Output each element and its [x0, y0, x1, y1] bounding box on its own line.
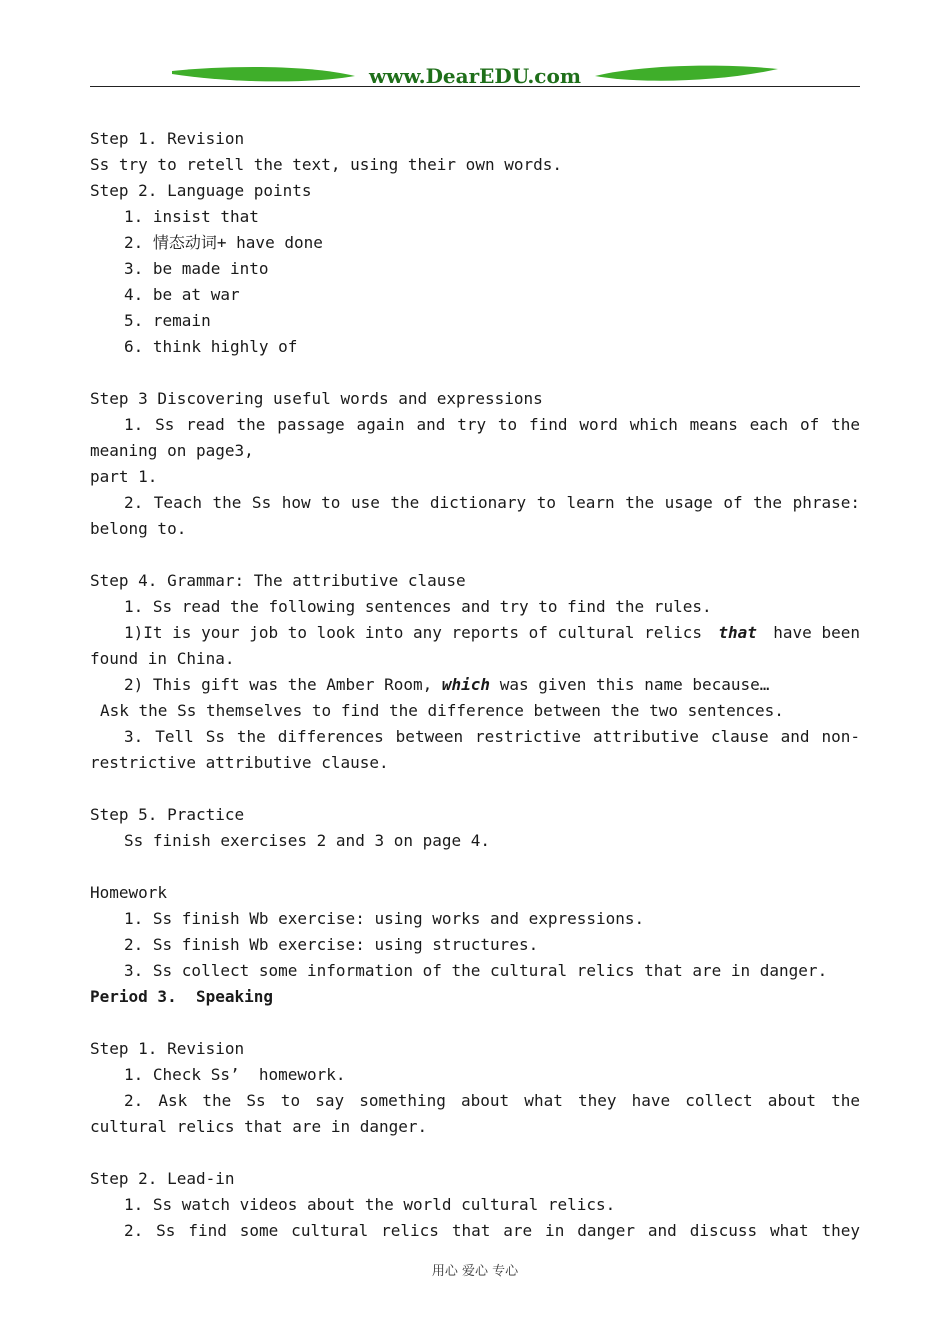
example1-tail: have been — [773, 623, 860, 642]
list-item: 2. Ss finish Wb exercise: using structures. — [124, 935, 539, 954]
example2-tail: was given this name because… — [490, 675, 770, 694]
homework-title: Homework — [90, 883, 168, 902]
step3-item1-line1: 1. Ss read the passage again and try to find word which means each of the — [124, 415, 860, 434]
step4-item1: 1. Ss read the following sentences and try to find the rules. — [124, 597, 712, 616]
list-item: 4. be at war — [124, 285, 240, 304]
example2-text: 2) This gift was the Amber Room, — [124, 675, 442, 694]
list-item: 5. remain — [124, 311, 211, 330]
step3-item2-line1: 2. Teach the Ss how to use the dictionary to learn the usage of the phrase: — [124, 493, 860, 512]
step3-title: Step 3 Discovering useful words and expressions — [90, 389, 543, 408]
period3-step2-title: Step 2. Lead-in — [90, 1169, 235, 1188]
step4-title: Step 4. Grammar: The attributive clause — [90, 571, 466, 590]
step4-item3-line1: 3. Tell Ss the differences between restrictive attributive clause and non- — [124, 727, 860, 746]
period-title: Period 3. Speaking — [90, 987, 274, 1006]
keyword-which: which — [441, 675, 491, 694]
step3-item1-line3: part 1. — [90, 467, 158, 486]
header-rule — [90, 86, 860, 87]
keyword-that: that — [718, 623, 757, 642]
example1-text: 1)It is your job to look into any reports of cultural relics — [124, 623, 702, 642]
step1-title: Step 1. Revision — [90, 129, 245, 148]
period3-step1-title: Step 1. Revision — [90, 1039, 245, 1058]
dearedu-logo — [170, 62, 780, 92]
step4-example1-line1 — [90, 620, 860, 646]
period3-step2-item1: 1. Ss watch videos about the world cultural relics. — [124, 1195, 616, 1214]
step4-ask: Ask the Ss themselves to find the difference between the two sentences. — [100, 701, 784, 720]
step3-item1-line2: meaning on page3, — [90, 441, 254, 460]
period3-step2-item2: 2. Ss find some cultural relics that are in danger and discuss what they — [124, 1221, 860, 1240]
page-footer: 用心 爱心 专心 — [431, 1264, 519, 1279]
logo-text: www.DearEDU.com — [368, 64, 582, 88]
list-item: 2. 情态动词+ have done — [124, 233, 323, 252]
step1-text: Ss try to retell the text, using their own words. — [90, 155, 563, 174]
list-item: 6. think highly of — [124, 337, 298, 356]
list-item: 1. Ss finish Wb exercise: using works and expressions. — [124, 909, 645, 928]
list-item: 3. be made into — [124, 259, 269, 278]
step5-title: Step 5. Practice — [90, 805, 245, 824]
step4-example1-line2: found in China. — [90, 649, 235, 668]
step4-item3-line2: restrictive attributive clause. — [90, 753, 389, 772]
list-item: 1. insist that — [124, 207, 259, 226]
period3-step1-item1: 1. Check Ss’ homework. — [124, 1065, 346, 1084]
document-body — [90, 126, 860, 1244]
step3-item2-line2: belong to. — [90, 519, 187, 538]
step4-example2 — [90, 672, 860, 698]
step2-title: Step 2. Language points — [90, 181, 312, 200]
period3-step1-item2-line2: cultural relics that are in danger. — [90, 1117, 428, 1136]
period3-step1-item2-line1: 2. Ask the Ss to say something about what they have collect about the — [124, 1091, 860, 1110]
step5-text: Ss finish exercises 2 and 3 on page 4. — [124, 831, 491, 850]
list-item: 3. Ss collect some information of the cultural relics that are in danger. — [124, 961, 828, 980]
